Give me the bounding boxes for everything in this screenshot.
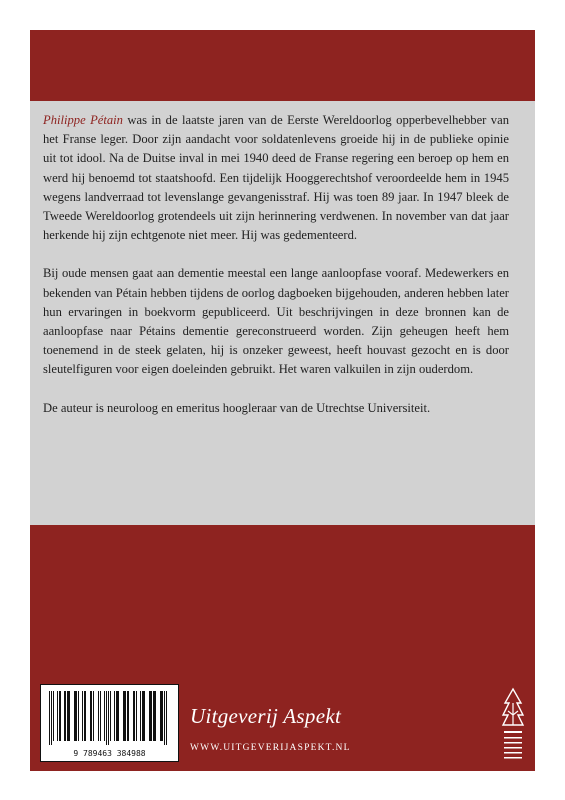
barcode-bar — [67, 691, 70, 741]
barcode-bar — [98, 691, 99, 741]
barcode-bar — [78, 691, 79, 741]
barcode-bar — [59, 691, 61, 741]
barcode-bar — [116, 691, 119, 741]
barcode-bar — [104, 691, 105, 741]
barcode-bar — [51, 691, 52, 745]
barcode-bar — [164, 691, 165, 745]
barcode-bar — [149, 691, 152, 741]
barcode-bar — [100, 691, 101, 741]
subject-name: Philippe Pétain — [43, 113, 123, 127]
barcode-bar — [110, 691, 111, 741]
barcode-bar — [82, 691, 83, 741]
fsc-logo-icon — [499, 685, 527, 769]
back-cover — [30, 30, 535, 771]
barcode-bars — [47, 691, 172, 745]
barcode-bar — [142, 691, 145, 741]
barcode-bar — [84, 691, 86, 741]
isbn-number: 9 789463 384988 — [73, 749, 146, 758]
barcode-bar — [64, 691, 66, 741]
barcode-bar — [160, 691, 163, 741]
barcode-bar — [90, 691, 92, 741]
barcode-bar — [93, 691, 94, 741]
barcode-bar — [114, 691, 115, 741]
publisher-website: WWW.UITGEVERIJASPEKT.NL — [190, 743, 351, 753]
barcode-bar — [166, 691, 167, 745]
barcode-bar — [74, 691, 77, 741]
barcode-bar — [106, 691, 107, 745]
isbn-barcode — [40, 684, 179, 762]
barcode-bar — [123, 691, 126, 741]
barcode-bar — [127, 691, 129, 741]
barcode-bar — [140, 691, 141, 741]
barcode-bar — [57, 691, 58, 741]
blurb-paragraph-1 — [43, 111, 509, 245]
publisher-name: Uitgeverij Aspekt — [190, 704, 342, 728]
barcode-bar — [108, 691, 109, 745]
barcode-bar — [53, 691, 54, 741]
barcode-bar — [136, 691, 137, 741]
blurb-paragraph-1-text: was in de laatste jaren van de Eerste Wereldoorlog opperbevelhebber van het Franse leger. Door zijn aandacht voor soldatenlevens groeide hij in de publieke opinie uit tot idool. Na de Duitse inval in mei 1940 deed de Franse regering een beroep op hem en werd hij benoemd tot staatshoofd. Een tijdelijk Hooggerechtshof veroordeelde hem in 1945 wegens landverraad tot levenslange gevangenisstraf. Hij was toen 89 jaar. In 1947 bleek de Tweede Wereldoorlog grotendeels uit zijn herinnering verdwenen. In november van dat jaar herkende hij zijn echtgenote niet meer. Hij was gedementeerd. — [43, 113, 509, 243]
blurb-paragraph-2: Bij oude mensen gaat aan dementie meestal een lange aanloopfase vooraf. Medewerkers en bekenden van Pétain hebben tijdens de oorlog dagboeken bijgehouden, anderen hebben later hun ervaringen in boekvorm gepubliceerd. Uit beschrijvingen in deze bronnen kan de aanloopfase naar Pétains dementie gereconstrueerd worden. Zijn geheugen heeft hem toenemend in de steek gelaten, hij is onzeker geweest, heeft houvast gezocht en is door sleutelfiguren voor eigen doeleinden gebruikt. Het waren valkuilen in zijn ouderdom. — [43, 266, 509, 377]
blurb-paragraph-3: De auteur is neuroloog en emeritus hoogleraar van de Utrechtse Universiteit. — [43, 400, 431, 415]
barcode-bar — [49, 691, 50, 745]
blurb-text — [43, 111, 509, 437]
barcode-bar — [153, 691, 156, 741]
barcode-bar — [133, 691, 135, 741]
blurb-panel — [30, 101, 535, 525]
